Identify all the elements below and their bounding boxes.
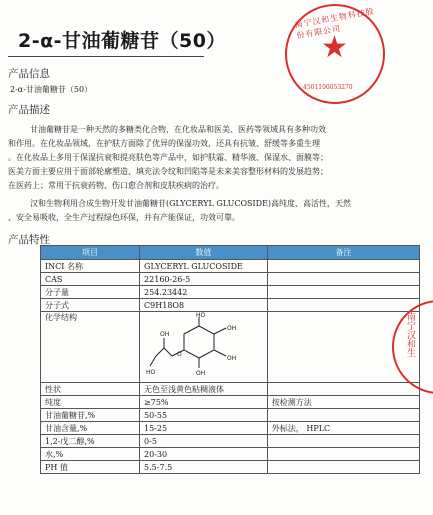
table-cell: 20-30 (140, 448, 268, 461)
table-cell: GLYCERYL GLUCOSIDE (140, 260, 268, 273)
table-row (41, 260, 420, 273)
table-cell (267, 461, 419, 474)
table-cell: 22160-26-5 (140, 273, 268, 286)
description-line: 医美方面主要应用于面部轮廓塑造、填充法令纹和凹陷等是未来美容整形材料的发展趋势； (8, 167, 328, 176)
table-cell: 纯度 (41, 396, 140, 409)
company-seal-partial: 南宁汉和生 (392, 300, 433, 394)
table-cell (267, 273, 419, 286)
table-cell: 5.5-7.5 (140, 461, 268, 474)
info-line: 2-α-甘油葡糖苷（50） (10, 85, 93, 94)
table-row (41, 409, 420, 422)
table-row (41, 422, 420, 435)
title-divider (8, 56, 204, 57)
table-cell: 水,% (41, 448, 140, 461)
table-cell: 无色至浅黄色粘稠液体 (140, 383, 268, 396)
table-cell: INCI 名称 (41, 260, 140, 273)
table-cell (267, 448, 419, 461)
table-cell (267, 260, 419, 273)
table-cell: 15-25 (140, 422, 268, 435)
table-cell: 甘油含量,% (41, 422, 140, 435)
table-header: 数值 (140, 246, 268, 260)
description-line: 汉和生物利用合成生物开发甘油葡糖苷(GLYCERYL GLUCOSIDE)高纯度、高活性，天然 (30, 199, 352, 208)
table-cell: ≥75% (140, 396, 268, 409)
company-seal: 南宁汉和生物科技股份有限公司 ★ 4501100053270 (285, 4, 385, 104)
page-title: 2-α-甘油葡糖苷（50） (18, 30, 226, 52)
info-heading: 产品信息 (8, 68, 50, 80)
svg-text:OH: OH (160, 331, 170, 338)
table-cell: 分子式 (41, 299, 140, 312)
table-row (41, 286, 420, 299)
description-line: 在医药上；常用于抗衰药物、伤口愈合剂和皮肤疾病的治疗。 (8, 181, 224, 190)
table-cell: 外标法， HPLC (267, 422, 419, 435)
table-cell: 1,2-戊二醇,% (41, 435, 140, 448)
table-cell: CAS (41, 273, 140, 286)
svg-text:OH: OH (196, 370, 206, 377)
table-cell (267, 299, 419, 312)
table-cell: 0-5 (140, 435, 268, 448)
table-cell: 50-55 (140, 409, 268, 422)
table-cell: C9H18O8 (140, 299, 268, 312)
table-cell: 甘油葡糖苷,% (41, 409, 140, 422)
table-row (41, 312, 420, 383)
table-cell: 性状 (41, 383, 140, 396)
table-cell: 254.23442 (140, 286, 268, 299)
table-cell (267, 435, 419, 448)
description-line: 甘油葡糖苷是一种天然的多糖类化合物，在化妆品和医美、医药等领域具有多种功效 (30, 125, 326, 134)
description-line: 和作用。在化妆品领域，在护肤方面除了优异的保湿功效，还具有抗皱、舒缓等多重生理 (8, 139, 320, 148)
table-row (41, 396, 420, 409)
table-cell: PH 值 (41, 461, 140, 474)
svg-text:OH: OH (227, 325, 237, 332)
table-cell: 分子量 (41, 286, 140, 299)
table-header: 项目 (41, 246, 140, 260)
table-cell: 化学结构 (41, 312, 140, 383)
svg-text:HO: HO (196, 312, 206, 319)
spec-table (40, 245, 420, 474)
description-heading: 产品描述 (8, 104, 50, 116)
table-header: 备注 (267, 246, 419, 260)
chemical-structure (140, 312, 268, 383)
spec-heading: 产品特性 (8, 234, 50, 246)
seal-star-icon: ★ (321, 30, 348, 65)
svg-text:OH: OH (227, 355, 237, 362)
svg-text:HO: HO (146, 369, 156, 376)
table-cell (267, 409, 419, 422)
table-row (41, 383, 420, 396)
table-row (41, 448, 420, 461)
table-cell: 按检测方法 (267, 396, 419, 409)
table-cell (267, 383, 419, 396)
table-row (41, 299, 420, 312)
table-cell (267, 286, 419, 299)
svg-text:O: O (177, 351, 182, 358)
table-row (41, 461, 420, 474)
description-line: 。在化妆品上多用于保湿抗衰和提亮肤色等产品中，如护肤霜、精华液、保湿水、面膜等； (8, 153, 328, 162)
table-row (41, 435, 420, 448)
description-line: 、安全易吸收，全生产过程绿色环保，并有产能保证，功效可靠。 (8, 213, 240, 222)
structure-diagram (144, 312, 254, 378)
table-row (41, 273, 420, 286)
